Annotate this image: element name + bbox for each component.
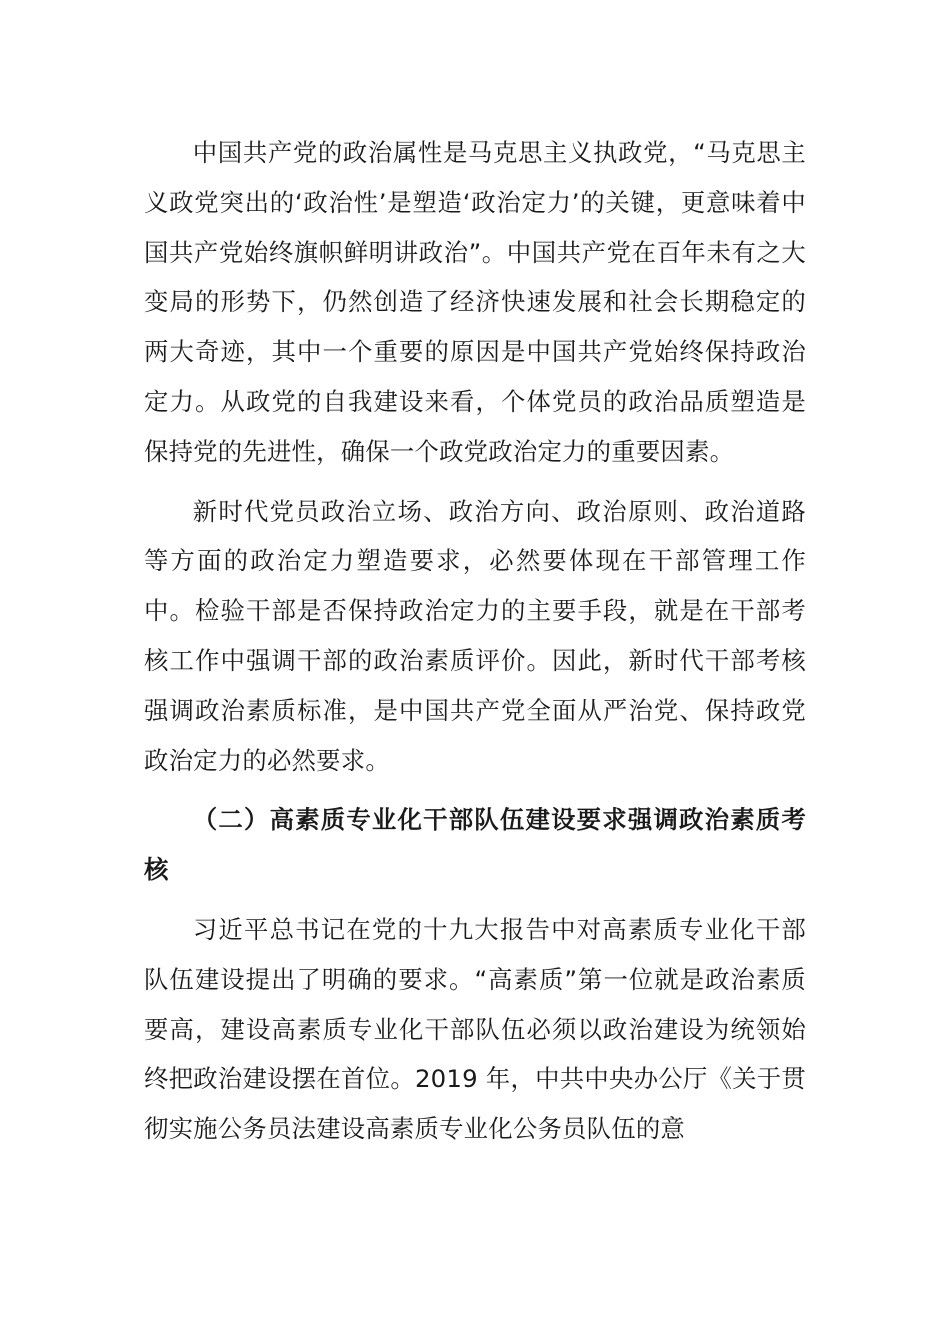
section-heading: （二）高素质专业化干部队伍建设要求强调政治素质考核 bbox=[144, 805, 806, 885]
body-paragraph: 中国共产党的政治属性是马克思主义执政党，“马克思主义政党突出的‘政治性’是塑造‘政治定力’的关键，更意味着中国共产党始终旗帜鲜明讲政治”。中国共产党在百年未有之大变局的形势下，仍然创造了经济快速发展和社会长期稳定的两大奇迹，其中一个重要的原因是中国共产党始终保持政治定力。从政党的自我建设来看，个体党员的政治品质塑造是保持党的先进性，确保一个政党政治定力的重要因素。 bbox=[144, 138, 806, 466]
body-paragraph: 新时代党员政治立场、政治方向、政治原则、政治道路等方面的政治定力塑造要求，必然要体现在干部管理工作中。检验干部是否保持政治定力的主要手段，就是在干部考核工作中强调干部的政治素质评价。因此，新时代干部考核强调政治素质标准，是中国共产党全面从严治党、保持政党政治定力的必然要求。 bbox=[144, 496, 806, 775]
body-paragraph: 习近平总书记在党的十九大报告中对高素质专业化干部队伍建设提出了明确的要求。“高素质”第一位就是政治素质要高，建设高素质专业化干部队伍必须以政治建设为统领始终把政治建设摆在首位。2019 年，中共中央办公厅《关于贯彻实施公务员法建设高素质专业化公务员队伍的意 bbox=[144, 914, 806, 1144]
document-page bbox=[144, 128, 806, 1154]
